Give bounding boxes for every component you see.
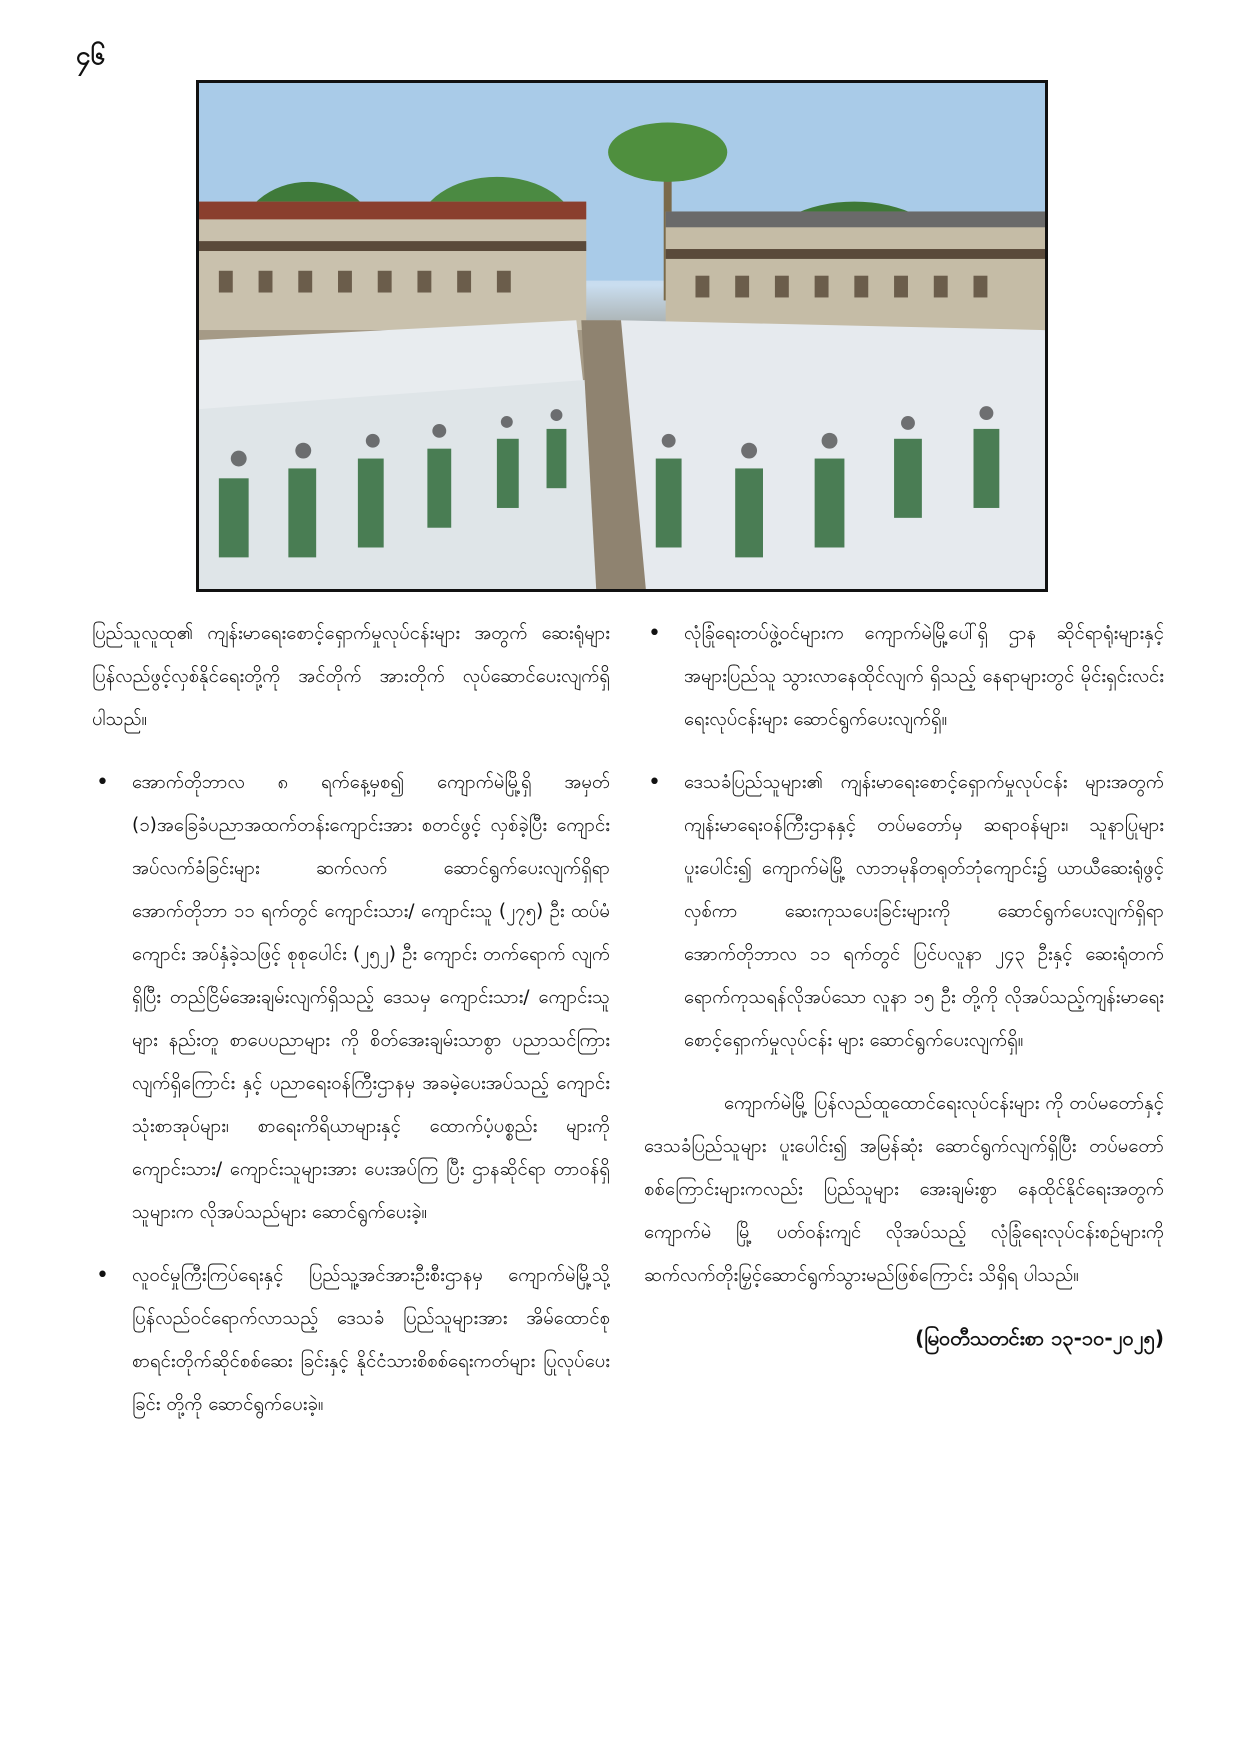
list-item: • ဒေသခံပြည်သူများ၏ ကျန်းမာရေးစောင့်ရှောက်မှုလုပ်ငန်း များအတွက် ကျန်းမာရေးဝန်ကြီးဌာနနှင့် တပ်မတော်မှ ဆရာဝန်များ၊ သူနာပြုများ ပူးပေါင်း၍ ကျောက်မဲမြို့ လာဘမုနိတရုတ်ဘုံကျောင်း၌ ယာယီဆေးရုံဖွင့်လှစ်ကာ ဆေးကုသပေးခြင်းများကို ဆောင်ရွက်ပေးလျက်ရှိရာ အောက်တိုဘာလ ၁၁ ရက်တွင် ပြင်ပလူနာ ၂၄၃ ဦးနှင့် ဆေးရုံတက်ရောက်ကုသရန်လိုအပ်သော လူနာ ၁၅ ဦး တို့ကို လိုအပ်သည့်ကျန်းမာရေးစောင့်ရှောက်မှုလုပ်ငန်း များ ဆောင်ရွက်ပေးလျက်ရှိ။	[644, 761, 1164, 1062]
intro-paragraph: ပြည်သူလူထု၏ ကျန်းမာရေးစောင့်ရှောက်မှုလုပ်ငန်းများ အတွက် ဆေးရုံများပြန်လည်ဖွင့်လှစ်နိုင်ရေးတို့ကို အင်တိုက် အားတိုက် လုပ်ဆောင်ပေးလျက်ရှိပါသည်။	[92, 623, 610, 730]
list-item: • အောက်တိုဘာလ ၈ ရက်နေ့မှစ၍ ကျောက်မဲမြို့ရှိ အမှတ် (၁)အခြေခံပညာအထက်တန်းကျောင်းအား စတင်ဖွင့် လှစ်ခဲ့ပြီး ကျောင်းအပ်လက်ခံခြင်းများ ဆက်လက် ဆောင်ရွက်ပေးလျက်ရှိရာ အောက်တိုဘာ ၁၁ ရက်တွင် ကျောင်းသား/ ကျောင်းသူ (၂၇၅) ဦး ထပ်မံကျောင်း အပ်နှံခဲ့သဖြင့် စုစုပေါင်း (၂၅၂) ဦး ကျောင်း တက်ရောက် လျက်ရှိပြီး တည်ငြိမ်အေးချမ်းလျက်ရှိသည့် ဒေသမှ ကျောင်းသား/ ကျောင်းသူများ နည်းတူ စာပေပညာများ ကို စိတ်အေးချမ်းသာစွာ ပညာသင်ကြားလျက်ရှိကြောင်း နှင့် ပညာရေးဝန်ကြီးဌာနမှ အခမဲ့ပေးအပ်သည့် ကျောင်း သုံးစာအုပ်များ၊ စာရေးကိရိယာများနှင့် ထောက်ပံ့ပစ္စည်း များကို ကျောင်းသား/ ကျောင်းသူများအား ပေးအပ်ကြ ပြီး ဌာနဆိုင်ရာ တာဝန်ရှိသူများက လိုအပ်သည်များ ဆောင်ရွက်ပေးခဲ့။	[92, 761, 610, 1234]
source-citation: (မြဝတီသတင်းစာ ၁၃-၁၀-၂၀၂၅)	[915, 1326, 1164, 1350]
right-column	[644, 612, 1164, 1360]
list-item: • လုံခြုံရေးတပ်ဖွဲ့ဝင်များက ကျောက်မဲမြို့ပေါ်ရှိ ဌာန ဆိုင်ရာရုံးများနှင့် အများပြည်သူ သွားလာနေထိုင်လျက် ရှိသည့် နေရာများတွင် မိုင်းရှင်းလင်းရေးလုပ်ငန်းများ ဆောင်ရွက်ပေးလျက်ရှိ။	[644, 612, 1164, 741]
photo-illustration	[199, 83, 1045, 589]
page-number: ၄၆	[76, 41, 106, 71]
list-item: • လူဝင်မှုကြီးကြပ်ရေးနှင့် ပြည်သူ့အင်အားဦးစီးဌာနမှ ကျောက်မဲမြို့သို့ ပြန်လည်ဝင်ရောက်လာသည့် ဒေသခံ ပြည်သူများအား အိမ်ထောင်စုစာရင်းတိုက်ဆိုင်စစ်ဆေး ခြင်းနှင့် နိုင်ငံသားစိစစ်ရေးကတ်များ ပြုလုပ်ပေးခြင်း တို့ကို ဆောင်ရွက်ပေးခဲ့။	[92, 1254, 610, 1426]
school-assembly-photo	[196, 80, 1048, 592]
closing-paragraph: ကျောက်မဲမြို့ ပြန်လည်ထူထောင်ရေးလုပ်ငန်းများ ကို တပ်မတော်နှင့် ဒေသခံပြည်သူများ ပူးပေါင်း၍ အမြန်ဆုံး ဆောင်ရွက်လျက်ရှိပြီး တပ်မတော်စစ်ကြောင်းများကလည်း ပြည်သူများ အေးချမ်းစွာ နေထိုင်နိုင်ရေးအတွက် ကျောက်မဲ မြို့ ပတ်ဝန်းကျင် လိုအပ်သည့် လုံခြုံရေးလုပ်ငန်းစဉ်များကို ဆက်လက်တိုးမြှင့်ဆောင်ရွက်သွားမည်ဖြစ်ကြောင်း သိရှိရ ပါသည်။	[644, 1093, 1164, 1286]
left-column	[92, 612, 610, 1446]
